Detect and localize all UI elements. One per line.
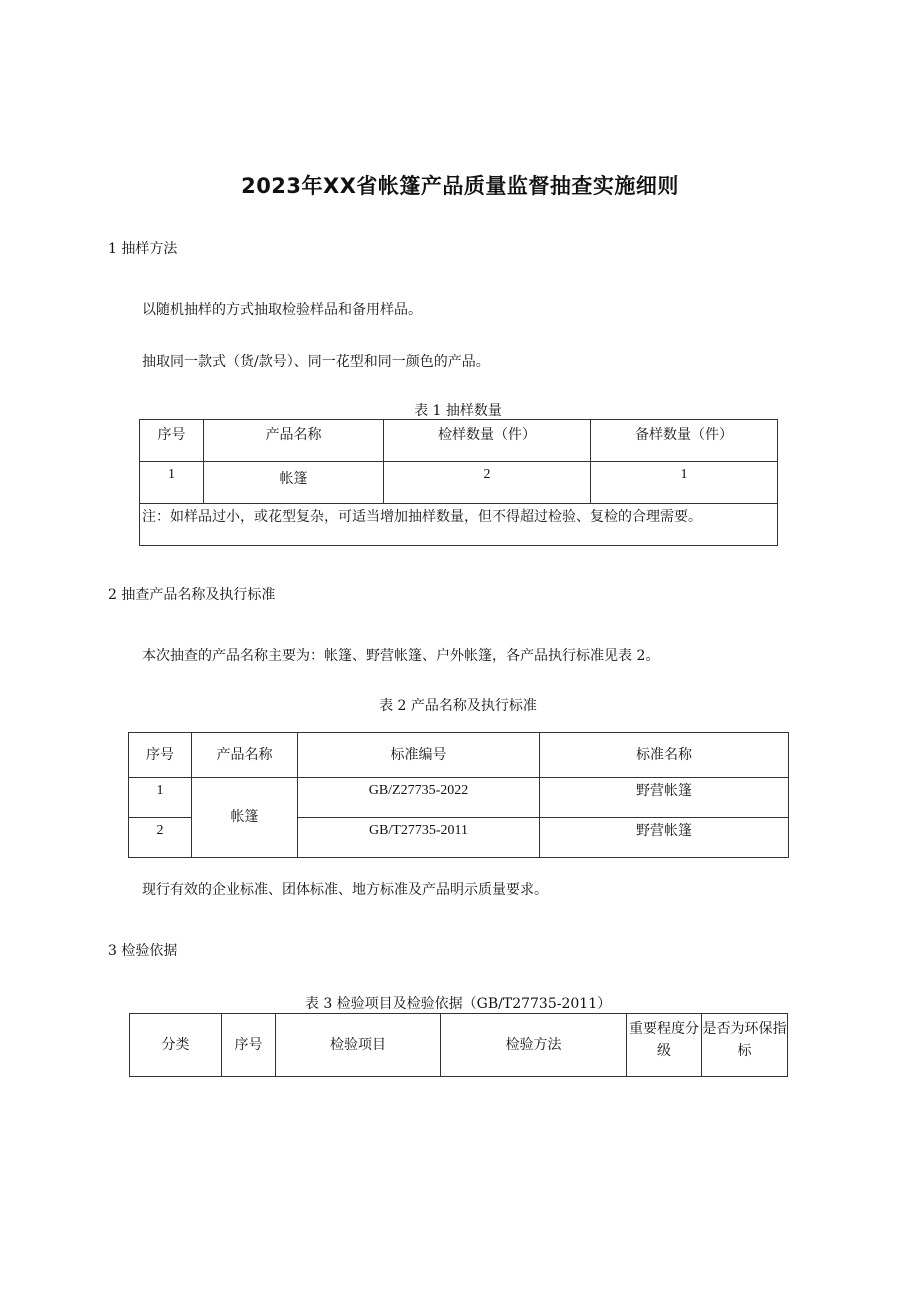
table-1-caption: 表 1 抽样数量 <box>414 403 502 419</box>
table-header-row <box>140 420 778 462</box>
header-cell: 标准名称 <box>540 733 789 778</box>
section-2-paragraph-1: 本次抽查的产品名称主要为：帐篷、野营帐篷、户外帐篷，各产品执行标准见表 2。 <box>142 648 660 664</box>
section-2-heading: 2 抽查产品名称及执行标准 <box>108 587 276 603</box>
section-2-paragraph-2: 现行有效的企业标准、团体标准、地方标准及产品明示质量要求。 <box>142 882 548 898</box>
product-standards-table <box>128 732 789 858</box>
header-cell: 备样数量（件） <box>591 420 778 462</box>
table-row <box>129 778 789 818</box>
header-cell: 检验项目 <box>276 1014 441 1077</box>
table-header-row <box>129 733 789 778</box>
page-title: 2023年XX省帐篷产品质量监督抽查实施细则 <box>241 174 679 198</box>
header-cell: 分类 <box>130 1014 222 1077</box>
table-header-row <box>130 1014 788 1077</box>
table-cell: 野营帐篷 <box>540 778 789 818</box>
header-cell: 重要程度分级 <box>627 1014 702 1077</box>
header-cell: 是否为环保指标 <box>702 1014 788 1077</box>
section-1-heading: 1 抽样方法 <box>108 241 178 257</box>
header-cell: 产品名称 <box>204 420 384 462</box>
header-cell: 序号 <box>129 733 192 778</box>
product-name-cell: 帐篷 <box>192 778 298 858</box>
header-cell: 序号 <box>222 1014 276 1077</box>
header-cell: 检样数量（件） <box>384 420 591 462</box>
table-cell: 野营帐篷 <box>540 818 789 858</box>
table-cell: 帐篷 <box>204 462 384 504</box>
table-cell: 1 <box>129 778 192 818</box>
section-3-heading: 3 检验依据 <box>108 943 178 959</box>
header-cell: 序号 <box>140 420 204 462</box>
inspection-basis-table <box>129 1013 788 1077</box>
table-3-caption: 表 3 检验项目及检验依据（GB/T27735-2011） <box>304 996 612 1012</box>
table-2-caption: 表 2 产品名称及执行标准 <box>379 698 537 714</box>
table-note-row <box>140 504 778 546</box>
header-cell: 标准编号 <box>298 733 540 778</box>
table-cell: 2 <box>384 462 591 504</box>
table-cell: GB/T27735-2011 <box>298 818 540 858</box>
table-cell: 2 <box>129 818 192 858</box>
table-note: 注：如样品过小，或花型复杂，可适当增加抽样数量，但不得超过检验、复检的合理需要。 <box>140 504 778 546</box>
section-1-paragraph-1: 以随机抽样的方式抽取检验样品和备用样品。 <box>142 302 422 318</box>
table-cell: 1 <box>591 462 778 504</box>
header-cell: 产品名称 <box>192 733 298 778</box>
sampling-quantity-table <box>139 419 778 546</box>
header-cell: 检验方法 <box>441 1014 627 1077</box>
section-1-paragraph-2: 抽取同一款式（货/款号）、同一花型和同一颜色的产品。 <box>142 354 490 370</box>
table-cell: GB/Z27735-2022 <box>298 778 540 818</box>
table-cell: 1 <box>140 462 204 504</box>
table-row <box>140 462 778 504</box>
